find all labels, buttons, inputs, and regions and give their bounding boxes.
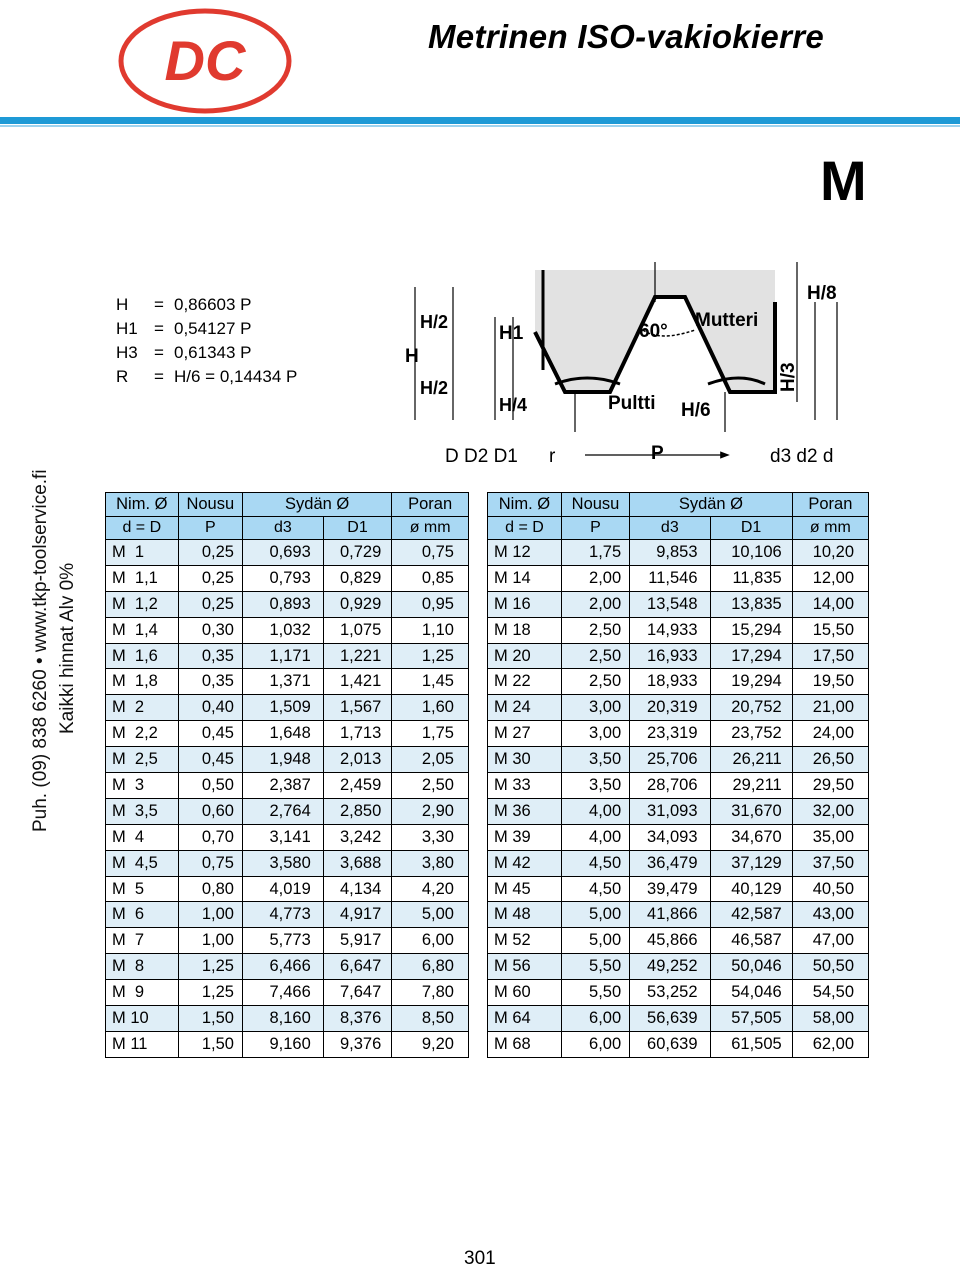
cell-nousu: 0,80: [178, 876, 242, 902]
cell-d3: 7,466: [243, 980, 324, 1006]
table-row: [106, 747, 469, 773]
cell-nimellis: M 3: [106, 773, 179, 799]
formula-row: H1 = 0,54127 P: [116, 319, 252, 338]
table-row: [106, 695, 469, 721]
table-row: [488, 773, 869, 799]
table-row: [488, 695, 869, 721]
cell-d1: 26,211: [710, 747, 792, 773]
cell-nimellis: M 2: [106, 695, 179, 721]
cell-nimellis: M 4: [106, 824, 179, 850]
cell-d3: 56,639: [630, 1006, 710, 1032]
cell-nousu: 4,00: [561, 798, 629, 824]
cell-nousu: 0,75: [178, 850, 242, 876]
cell-poran: 26,50: [792, 747, 868, 773]
cell-d1: 34,670: [710, 824, 792, 850]
cell-d3: 45,866: [630, 928, 710, 954]
table-row: [488, 954, 869, 980]
cell-d1: 42,587: [710, 902, 792, 928]
thread-table-right: [487, 492, 869, 1058]
cell-d3: 4,019: [243, 876, 324, 902]
cell-d1: 13,835: [710, 591, 792, 617]
cell-poran: 32,00: [792, 798, 868, 824]
cell-poran: 35,00: [792, 824, 868, 850]
cell-nousu: 1,25: [178, 954, 242, 980]
thread-profile-diagram: [395, 262, 865, 472]
table-row: [106, 850, 469, 876]
cell-nousu: 1,50: [178, 1006, 242, 1032]
cell-d1: 57,505: [710, 1006, 792, 1032]
cell-d3: 11,546: [630, 565, 710, 591]
cell-nousu: 4,00: [561, 824, 629, 850]
cell-poran: 14,00: [792, 591, 868, 617]
formula-row: H = 0,86603 P: [116, 295, 252, 314]
cell-nimellis: M 2,2: [106, 721, 179, 747]
label-d3-d2-d: d3 d2 d: [770, 446, 834, 467]
cell-d1: 8,376: [323, 1006, 392, 1032]
label-H8: H/8: [807, 283, 837, 304]
cell-d1: 0,929: [323, 591, 392, 617]
cell-nimellis: M 14: [488, 565, 562, 591]
table-row: [106, 773, 469, 799]
cell-d3: 8,160: [243, 1006, 324, 1032]
col-header-d3: d3: [243, 517, 324, 540]
label-angle: 60°: [639, 321, 668, 342]
table-row: [488, 591, 869, 617]
cell-nimellis: M 1,4: [106, 617, 179, 643]
cell-nimellis: M 3,5: [106, 798, 179, 824]
cell-d1: 7,647: [323, 980, 392, 1006]
cell-nousu: 1,25: [178, 980, 242, 1006]
cell-poran: 0,95: [392, 591, 469, 617]
table-row: [106, 617, 469, 643]
cell-d3: 0,793: [243, 565, 324, 591]
table-row: [488, 565, 869, 591]
cell-d1: 29,211: [710, 773, 792, 799]
cell-poran: 54,50: [792, 980, 868, 1006]
cell-poran: 0,75: [392, 540, 469, 566]
table-row: [488, 540, 869, 566]
cell-nimellis: M 1,1: [106, 565, 179, 591]
cell-poran: 37,50: [792, 850, 868, 876]
cell-d3: 53,252: [630, 980, 710, 1006]
cell-d3: 4,773: [243, 902, 324, 928]
cell-nousu: 4,50: [561, 850, 629, 876]
cell-nimellis: M 68: [488, 1031, 562, 1057]
col-header-nim: Nim. Ø: [488, 493, 562, 517]
thread-table-left: [105, 492, 469, 1058]
cell-nousu: 0,35: [178, 643, 242, 669]
table-row: [488, 643, 869, 669]
cell-d3: 41,866: [630, 902, 710, 928]
col-header-nim-sub: d = D: [488, 517, 562, 540]
table-row: [488, 617, 869, 643]
label-mutteri: Mutteri: [695, 310, 759, 331]
cell-d1: 5,917: [323, 928, 392, 954]
cell-d3: 39,479: [630, 876, 710, 902]
cell-d1: 17,294: [710, 643, 792, 669]
cell-d3: 3,141: [243, 824, 324, 850]
cell-d3: 6,466: [243, 954, 324, 980]
cell-d1: 20,752: [710, 695, 792, 721]
cell-d1: 9,376: [323, 1031, 392, 1057]
cell-d3: 0,893: [243, 591, 324, 617]
col-header-sydan: Sydän Ø: [243, 493, 392, 517]
cell-d1: 15,294: [710, 617, 792, 643]
cell-poran: 7,80: [392, 980, 469, 1006]
cell-nousu: 5,50: [561, 980, 629, 1006]
cell-d1: 0,729: [323, 540, 392, 566]
cell-d1: 10,106: [710, 540, 792, 566]
table-row: [488, 669, 869, 695]
cell-d3: 23,319: [630, 721, 710, 747]
cell-d1: 1,075: [323, 617, 392, 643]
cell-nousu: 2,50: [561, 617, 629, 643]
cell-poran: 2,05: [392, 747, 469, 773]
cell-nousu: 0,35: [178, 669, 242, 695]
label-H4: H/4: [499, 395, 528, 415]
cell-d1: 6,647: [323, 954, 392, 980]
cell-nousu: 0,25: [178, 540, 242, 566]
table-row: [488, 798, 869, 824]
cell-poran: 50,50: [792, 954, 868, 980]
cell-nimellis: M 18: [488, 617, 562, 643]
cell-poran: 43,00: [792, 902, 868, 928]
cell-nousu: 3,50: [561, 747, 629, 773]
cell-poran: 6,80: [392, 954, 469, 980]
cell-nimellis: M 52: [488, 928, 562, 954]
cell-nimellis: M 22: [488, 669, 562, 695]
cell-nimellis: M 39: [488, 824, 562, 850]
cell-d1: 23,752: [710, 721, 792, 747]
table-row: [106, 540, 469, 566]
cell-d3: 16,933: [630, 643, 710, 669]
cell-nimellis: M 20: [488, 643, 562, 669]
cell-nousu: 2,50: [561, 669, 629, 695]
cell-d1: 11,835: [710, 565, 792, 591]
table-body-left: [106, 540, 469, 1058]
cell-nousu: 1,75: [561, 540, 629, 566]
formula-row: H3 = 0,61343 P: [116, 343, 252, 362]
cell-poran: 40,50: [792, 876, 868, 902]
table-row: [488, 902, 869, 928]
cell-poran: 62,00: [792, 1031, 868, 1057]
cell-nousu: 2,00: [561, 565, 629, 591]
cell-nousu: 1,00: [178, 902, 242, 928]
table-row: [488, 747, 869, 773]
label-H: H: [405, 346, 419, 367]
cell-d1: 61,505: [710, 1031, 792, 1057]
cell-nimellis: M 7: [106, 928, 179, 954]
cell-poran: 9,20: [392, 1031, 469, 1057]
table-row: [106, 876, 469, 902]
cell-d3: 28,706: [630, 773, 710, 799]
cell-nimellis: M 5: [106, 876, 179, 902]
cell-nousu: 0,70: [178, 824, 242, 850]
cell-poran: 21,00: [792, 695, 868, 721]
cell-poran: 6,00: [392, 928, 469, 954]
cell-d3: 1,032: [243, 617, 324, 643]
cell-nousu: 5,00: [561, 928, 629, 954]
header-rule-light: [0, 125, 960, 127]
cell-nimellis: M 9: [106, 980, 179, 1006]
table-row: [488, 721, 869, 747]
cell-nousu: 0,30: [178, 617, 242, 643]
table-row: [106, 928, 469, 954]
cell-nousu: 1,50: [178, 1031, 242, 1057]
cell-nimellis: M 1: [106, 540, 179, 566]
cell-nimellis: M 64: [488, 1006, 562, 1032]
cell-nimellis: M 2,5: [106, 747, 179, 773]
cell-nousu: 6,00: [561, 1031, 629, 1057]
col-header-poran: Poran: [392, 493, 469, 517]
table-row: [106, 1006, 469, 1032]
cell-nimellis: M 10: [106, 1006, 179, 1032]
cell-poran: 29,50: [792, 773, 868, 799]
cell-d1: 1,713: [323, 721, 392, 747]
cell-d1: 46,587: [710, 928, 792, 954]
cell-nousu: 3,50: [561, 773, 629, 799]
cell-poran: 4,20: [392, 876, 469, 902]
table-row: [488, 980, 869, 1006]
cell-d3: 1,171: [243, 643, 324, 669]
cell-d1: 40,129: [710, 876, 792, 902]
table-row: [488, 1006, 869, 1032]
cell-d3: 1,648: [243, 721, 324, 747]
cell-d1: 2,850: [323, 798, 392, 824]
cell-d1: 1,567: [323, 695, 392, 721]
header-rule: [0, 117, 960, 124]
logo-text: DC: [164, 29, 246, 92]
col-header-nousu-sub: P: [561, 517, 629, 540]
col-header-nim: Nim. Ø: [106, 493, 179, 517]
table-row: [488, 824, 869, 850]
cell-d1: 1,221: [323, 643, 392, 669]
cell-d1: 1,421: [323, 669, 392, 695]
cell-d3: 25,706: [630, 747, 710, 773]
cell-d3: 13,548: [630, 591, 710, 617]
cell-d1: 0,829: [323, 565, 392, 591]
cell-nousu: 2,50: [561, 643, 629, 669]
cell-nousu: 6,00: [561, 1006, 629, 1032]
cell-nousu: 3,00: [561, 695, 629, 721]
table-row: [106, 980, 469, 1006]
cell-poran: 1,25: [392, 643, 469, 669]
cell-nousu: 2,00: [561, 591, 629, 617]
col-header-d1: D1: [323, 517, 392, 540]
table-row: [488, 850, 869, 876]
cell-d3: 9,853: [630, 540, 710, 566]
cell-poran: 1,45: [392, 669, 469, 695]
page-title: Metrinen ISO-vakiokierre: [428, 18, 825, 55]
table-row: [488, 876, 869, 902]
cell-d3: 18,933: [630, 669, 710, 695]
cell-poran: 24,00: [792, 721, 868, 747]
cell-d1: 3,688: [323, 850, 392, 876]
cell-d1: 31,670: [710, 798, 792, 824]
cell-nimellis: M 1,2: [106, 591, 179, 617]
cell-d3: 20,319: [630, 695, 710, 721]
label-P: P: [651, 443, 664, 464]
cell-nimellis: M 30: [488, 747, 562, 773]
cell-d3: 49,252: [630, 954, 710, 980]
cell-nimellis: M 33: [488, 773, 562, 799]
sidebar-prices: Kaikki hinnat Alv 0%: [57, 562, 78, 734]
cell-d1: 4,134: [323, 876, 392, 902]
cell-poran: 3,80: [392, 850, 469, 876]
col-header-nousu: Nousu: [178, 493, 242, 517]
cell-d3: 2,764: [243, 798, 324, 824]
cell-d3: 36,479: [630, 850, 710, 876]
page-number: 301: [464, 1248, 496, 1269]
table-row: [106, 1031, 469, 1057]
cell-d3: 31,093: [630, 798, 710, 824]
cell-nimellis: M 27: [488, 721, 562, 747]
label-H6: H/6: [681, 400, 711, 421]
table-row: [106, 824, 469, 850]
dc-logo: [118, 8, 292, 114]
cell-nousu: 1,00: [178, 928, 242, 954]
col-header-poran-sub: ø mm: [792, 517, 868, 540]
table-row: [488, 928, 869, 954]
col-header-nousu-sub: P: [178, 517, 242, 540]
cell-nousu: 4,50: [561, 876, 629, 902]
cell-nimellis: M 45: [488, 876, 562, 902]
cell-d1: 4,917: [323, 902, 392, 928]
cell-d1: 2,459: [323, 773, 392, 799]
table-row: [106, 798, 469, 824]
cell-d3: 2,387: [243, 773, 324, 799]
cell-d3: 60,639: [630, 1031, 710, 1057]
label-D-D2-D1: D D2 D1: [445, 446, 518, 467]
cell-d3: 1,948: [243, 747, 324, 773]
table-row: [106, 902, 469, 928]
cell-nousu: 0,25: [178, 591, 242, 617]
cell-nousu: 0,50: [178, 773, 242, 799]
label-H2-top: H/2: [420, 312, 449, 332]
cell-d3: 14,933: [630, 617, 710, 643]
cell-d3: 9,160: [243, 1031, 324, 1057]
cell-d3: 1,371: [243, 669, 324, 695]
cell-poran: 2,90: [392, 798, 469, 824]
col-header-poran-sub: ø mm: [392, 517, 469, 540]
label-r: r: [549, 446, 556, 467]
col-header-d1: D1: [710, 517, 792, 540]
cell-poran: 1,60: [392, 695, 469, 721]
cell-nousu: 0,45: [178, 721, 242, 747]
cell-poran: 19,50: [792, 669, 868, 695]
cell-nimellis: M 11: [106, 1031, 179, 1057]
table-body-right: [488, 540, 869, 1058]
table-row: [106, 643, 469, 669]
cell-d3: 5,773: [243, 928, 324, 954]
cell-d1: 50,046: [710, 954, 792, 980]
cell-nimellis: M 48: [488, 902, 562, 928]
cell-d1: 2,013: [323, 747, 392, 773]
cell-poran: 17,50: [792, 643, 868, 669]
cell-d1: 3,242: [323, 824, 392, 850]
cell-nimellis: M 16: [488, 591, 562, 617]
cell-nimellis: M 24: [488, 695, 562, 721]
section-letter: M: [820, 149, 867, 212]
cell-poran: 5,00: [392, 902, 469, 928]
label-H3: H/3: [778, 362, 799, 392]
cell-nimellis: M 8: [106, 954, 179, 980]
cell-poran: 2,50: [392, 773, 469, 799]
cell-d3: 0,693: [243, 540, 324, 566]
cell-poran: 0,85: [392, 565, 469, 591]
formula-row: R = H/6 = 0,14434 P: [116, 367, 298, 386]
cell-nousu: 5,50: [561, 954, 629, 980]
table-row: [106, 721, 469, 747]
table-row: [106, 954, 469, 980]
col-header-nousu: Nousu: [561, 493, 629, 517]
table-row: [106, 669, 469, 695]
cell-poran: 1,75: [392, 721, 469, 747]
cell-d1: 19,294: [710, 669, 792, 695]
formula-list: [116, 293, 297, 389]
cell-poran: 58,00: [792, 1006, 868, 1032]
cell-poran: 15,50: [792, 617, 868, 643]
cell-poran: 12,00: [792, 565, 868, 591]
cell-d3: 3,580: [243, 850, 324, 876]
cell-nimellis: M 36: [488, 798, 562, 824]
cell-nimellis: M 4,5: [106, 850, 179, 876]
cell-poran: 1,10: [392, 617, 469, 643]
cell-poran: 3,30: [392, 824, 469, 850]
cell-nimellis: M 56: [488, 954, 562, 980]
col-header-poran: Poran: [792, 493, 868, 517]
table-row: [106, 565, 469, 591]
cell-nimellis: M 6: [106, 902, 179, 928]
cell-nousu: 3,00: [561, 721, 629, 747]
label-H2-bottom: H/2: [420, 378, 449, 398]
cell-d1: 37,129: [710, 850, 792, 876]
label-H1: H1: [499, 323, 524, 344]
col-header-sydan: Sydän Ø: [630, 493, 793, 517]
cell-poran: 8,50: [392, 1006, 469, 1032]
table-row: [106, 591, 469, 617]
cell-nousu: 0,25: [178, 565, 242, 591]
cell-d3: 1,509: [243, 695, 324, 721]
col-header-d3: d3: [630, 517, 710, 540]
sidebar-contact: Puh. (09) 838 6260 • www.tkp-toolservice.fi: [30, 469, 51, 832]
cell-nimellis: M 60: [488, 980, 562, 1006]
table-row: [488, 1031, 869, 1057]
cell-nimellis: M 1,8: [106, 669, 179, 695]
cell-nousu: 5,00: [561, 902, 629, 928]
cell-poran: 10,20: [792, 540, 868, 566]
cell-nimellis: M 1,6: [106, 643, 179, 669]
cell-nousu: 0,60: [178, 798, 242, 824]
cell-nousu: 0,40: [178, 695, 242, 721]
label-pultti: Pultti: [608, 393, 656, 414]
cell-nimellis: M 42: [488, 850, 562, 876]
col-header-nim-sub: d = D: [106, 517, 179, 540]
cell-nimellis: M 12: [488, 540, 562, 566]
cell-d1: 54,046: [710, 980, 792, 1006]
cell-poran: 47,00: [792, 928, 868, 954]
cell-d3: 34,093: [630, 824, 710, 850]
cell-nousu: 0,45: [178, 747, 242, 773]
